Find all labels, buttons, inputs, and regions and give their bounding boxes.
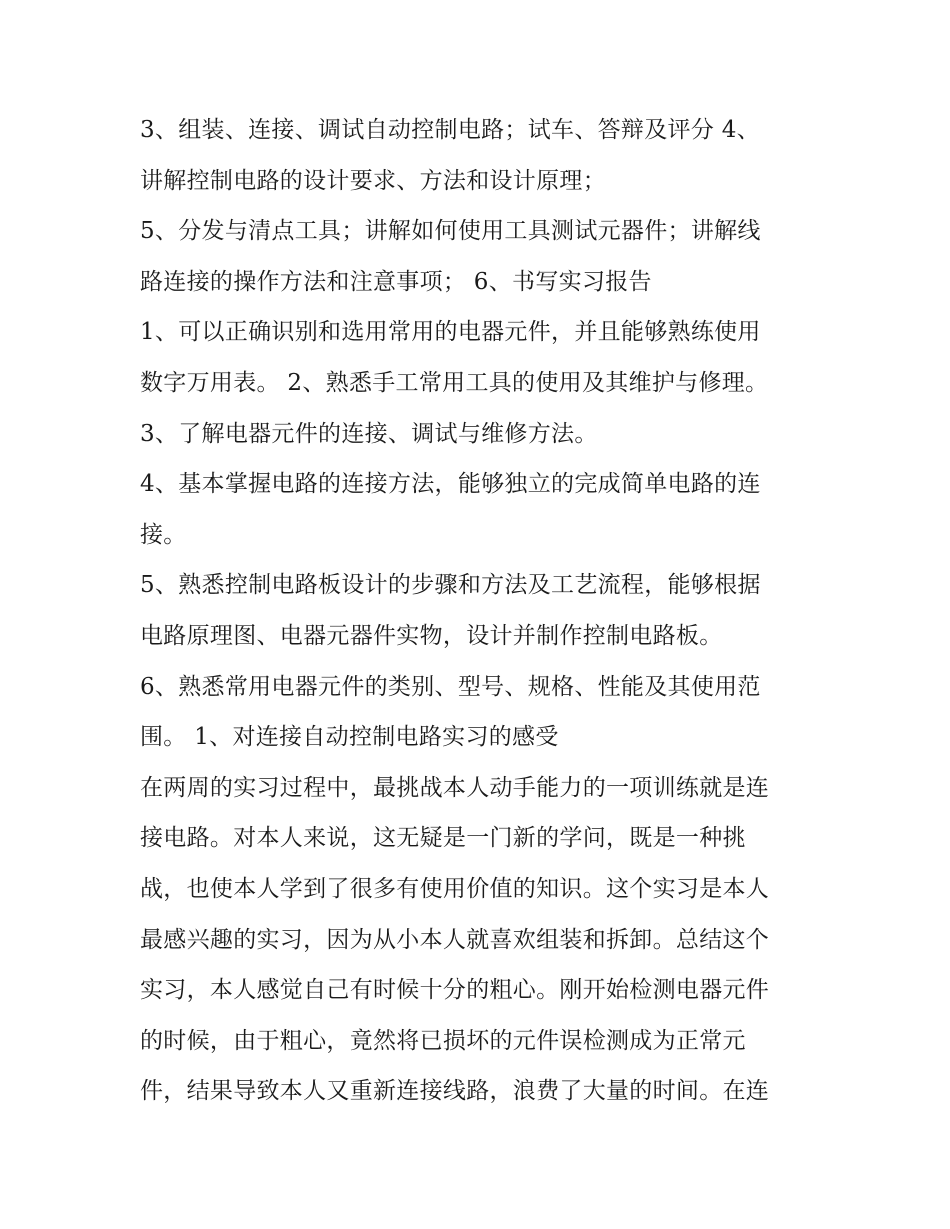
text-line: 3、组装、连接、调试自动控制电路；试车、答辩及评分 4、: [140, 117, 760, 143]
text-line: 接。: [140, 521, 187, 548]
text-line: 最感兴趣的实习，因为从小本人就喜欢组装和拆卸。总结这个: [140, 926, 770, 953]
text-line: 路连接的操作方法和注意事项； 6、书写实习报告: [140, 268, 652, 295]
text-line: 围。 1、对连接自动控制电路实习的感受: [140, 724, 559, 751]
text-line: 3、了解电器元件的连接、调试与维修方法。: [140, 420, 598, 447]
text-line: 数字万用表。 2、熟悉手工常用工具的使用及其维护与修理。: [140, 369, 769, 396]
text-line: 件，结果导致本人又重新连接线路，浪费了大量的时间。在连: [140, 1078, 770, 1105]
text-line: 1、可以正确识别和选用常用的电器元件，并且能够熟练使用: [140, 319, 761, 346]
text-line: 讲解控制电路的设计要求、方法和设计原理；: [140, 167, 606, 194]
text-line: 的时候，由于粗心，竟然将已损坏的元件误检测成为正常元: [140, 1027, 746, 1054]
text-line: 电路原理图、电器元器件实物，设计并制作控制电路板。: [140, 622, 723, 649]
text-line: 5、分发与清点工具；讲解如何使用工具测试元器件；讲解线: [140, 218, 761, 245]
text-line: 4、基本掌握电路的连接方法，能够独立的完成简单电路的连: [140, 471, 761, 498]
text-line: 接电路。对本人来说，这无疑是一门新的学问，既是一种挑: [140, 825, 746, 852]
text-line: 在两周的实习过程中，最挑战本人动手能力的一项训练就是连: [140, 774, 770, 801]
text-line: 5、熟悉控制电路板设计的步骤和方法及工艺流程，能够根据: [140, 572, 761, 599]
text-line: 战，也使本人学到了很多有使用价值的知识。这个实习是本人: [140, 875, 770, 902]
text-line: 实习，本人感觉自己有时候十分的粗心。刚开始检测电器元件: [140, 977, 770, 1004]
document-body: [140, 110, 820, 1122]
text-line: 6、熟悉常用电器元件的类别、型号、规格、性能及其使用范: [140, 673, 761, 700]
